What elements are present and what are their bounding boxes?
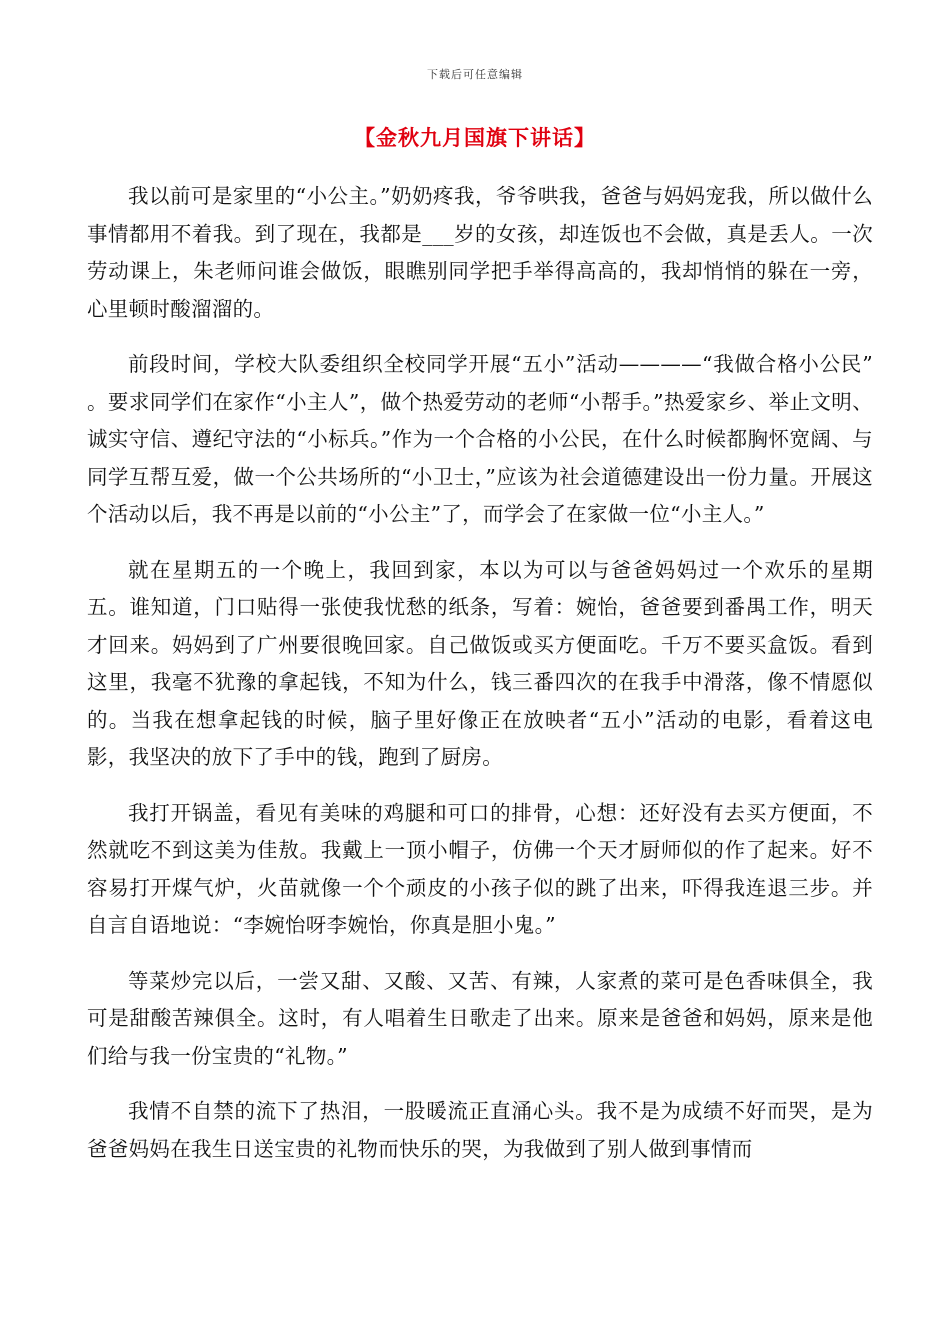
paragraph-6: 我情不自禁的流下了热泪，一股暖流正直涌心头。我不是为成绩不好而哭，是为爸爸妈妈在我生日送宝贵的礼物而快乐的哭，为我做到了别人做到事情而 bbox=[87, 1099, 873, 1161]
paragraph-5: 等菜炒完以后，一尝又甜、又酸、又苦、有辣，人家煮的菜可是色香味俱全，我可是甜酸苦辣俱全。这时，有人唱着生日歌走了出来。原来是爸爸和妈妈，原来是他们给与我一份宝贵的“礼物。” bbox=[87, 968, 873, 1068]
header-note: 下载后可任意编辑 bbox=[427, 68, 523, 81]
paragraph-1: 我以前可是家里的“小公主。”奶奶疼我，爷爷哄我，爸爸与妈妈宠我，所以做什么事情都用不着我。到了现在，我都是___岁的女孩，却连饭也不会做，真是丢人。一次劳动课上，朱老师问谁会做饭，眼瞧别同学把手举得高高的，我却悄悄的躲在一旁，心里顿时酸溜溜的。 bbox=[87, 184, 873, 321]
paragraph-4: 我打开锅盖，看见有美味的鸡腿和可口的排骨，心想：还好没有去买方便面，不然就吃不到这美为佳敖。我戴上一顶小帽子，仿佛一个天才厨师似的作了起来。好不容易打开煤气炉，火苗就像一个个顽皮的小孩子似的跳了出来，吓得我连退三步。并自言自语地说：“李婉怡呀李婉怡，你真是胆小鬼。” bbox=[87, 800, 873, 937]
page-title: 【金秋九月国旗下讲话】 bbox=[354, 125, 596, 150]
document-body bbox=[87, 178, 873, 1186]
paragraph-3: 就在星期五的一个晚上，我回到家，本以为可以与爸爸妈妈过一个欢乐的星期五。谁知道，门口贴得一张使我忧愁的纸条，写着：婉怡，爸爸要到番禺工作，明天才回来。妈妈到了广州要很晚回家。自己做饭或买方便面吃。千万不要买盒饭。看到这里，我毫不犹豫的拿起钱，不知为什么，钱三番四次的在我手中滑落，像不情愿似的。当我在想拿起钱的时候，脑子里好像正在放映者“五小”活动的电影，看着这电影，我坚决的放下了手中的钱，跑到了厨房。 bbox=[87, 557, 873, 769]
paragraph-2: 前段时间，学校大队委组织全校同学开展“五小”活动————“我做合格小公民” 。要求同学们在家作“小主人”，做个热爱劳动的老师“小帮手。”热爱家乡、举止文明、诚实守信、遵纪守法的“小标兵。”作为一个合格的小公民，在什么时候都胸怀宽阔、与同学互帮互爱，做一个公共场所的“小卫士，”应该为社会道德建设出一份力量。开展这个活动以后，我不再是以前的“小公主”了，而学会了在家做一位“小主人。” bbox=[87, 352, 873, 526]
